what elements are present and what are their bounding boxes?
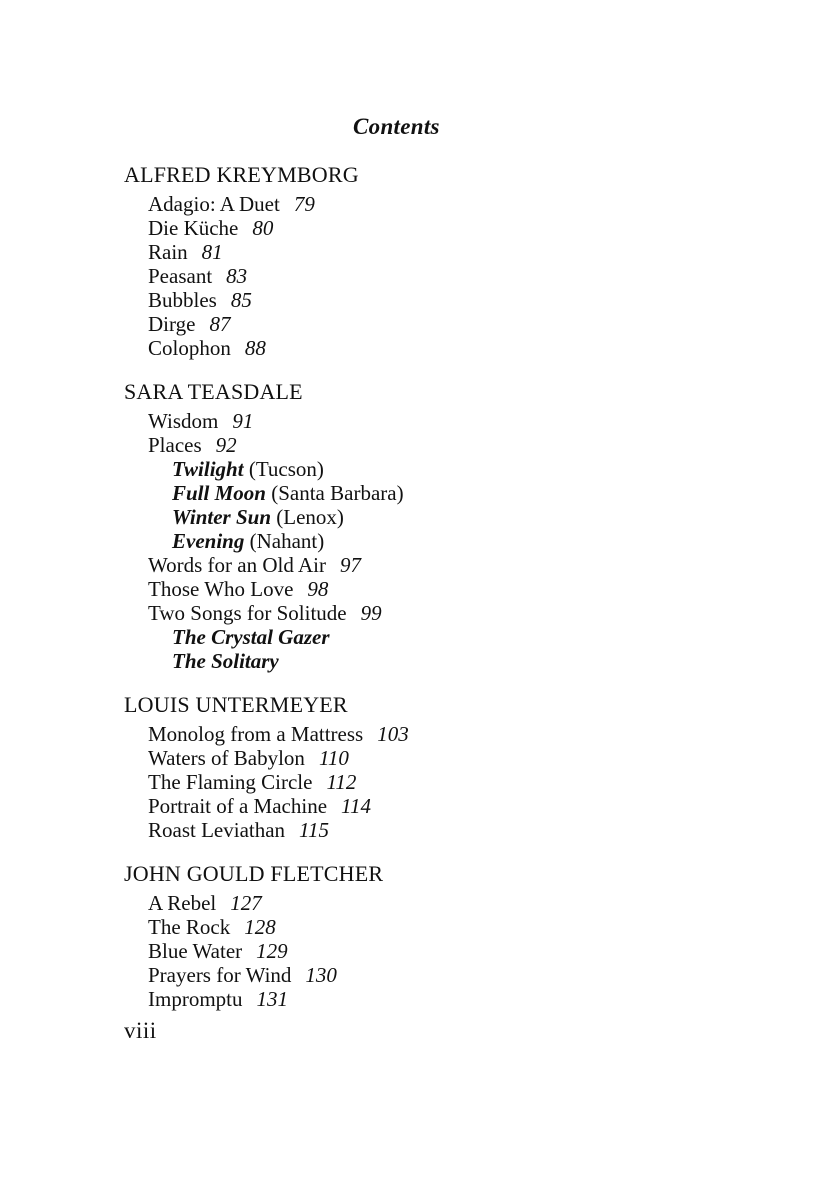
toc-entry	[148, 240, 724, 264]
toc-entry	[148, 915, 724, 939]
entry-title: Impromptu	[148, 987, 243, 1011]
toc-entry	[148, 987, 724, 1011]
toc-section	[124, 690, 724, 842]
entry-title: Roast Leviathan	[148, 818, 286, 842]
toc-entry	[148, 601, 724, 625]
entry-title: Adagio: A Duet	[148, 192, 280, 216]
toc-subentry	[148, 649, 724, 673]
subentry-title: Winter Sun	[172, 505, 272, 529]
toc-subentry	[148, 481, 724, 505]
toc-entry	[148, 433, 724, 457]
subentry-place: (Nahant)	[249, 529, 325, 553]
toc-entry	[148, 553, 724, 577]
subentry-place: (Lenox)	[276, 505, 344, 529]
author-heading: LOUIS UNTERMEYER	[124, 692, 348, 717]
entry-list	[124, 722, 724, 842]
entry-title: Wisdom	[148, 409, 219, 433]
entry-title: Monolog from a Mattress	[148, 722, 364, 746]
subentry-place: (Santa Barbara)	[271, 481, 404, 505]
toc-subentry	[148, 529, 724, 553]
entry-title: Waters of Babylon	[148, 746, 305, 770]
entry-title: Peasant	[148, 264, 213, 288]
entry-page-number: 115	[299, 818, 329, 842]
entry-title: A Rebel	[148, 891, 217, 915]
entry-page-number: 85	[230, 288, 252, 312]
subentry-title: Full Moon	[172, 481, 266, 505]
author-heading: ALFRED KREYMBORG	[124, 162, 359, 187]
toc-entry	[148, 818, 724, 842]
entry-page-number: 97	[339, 553, 361, 577]
entry-list	[124, 409, 724, 673]
entry-page-number: 131	[256, 987, 288, 1011]
entry-title: The Flaming Circle	[148, 770, 313, 794]
entry-title: Places	[148, 433, 202, 457]
entry-page-number: 98	[307, 577, 329, 601]
toc-entry	[148, 794, 724, 818]
entry-page-number: 92	[215, 433, 237, 457]
entry-page-number: 127	[230, 891, 262, 915]
toc-entry	[148, 312, 724, 336]
toc-entry	[148, 963, 724, 987]
toc-entry	[148, 891, 724, 915]
entry-page-number: 91	[232, 409, 254, 433]
toc-entry	[148, 216, 724, 240]
toc-subentry	[148, 625, 724, 649]
toc-entry	[148, 746, 724, 770]
entry-page-number: 103	[377, 722, 409, 746]
toc-entry	[148, 409, 724, 433]
entry-list	[124, 192, 724, 360]
entry-page-number: 130	[305, 963, 337, 987]
entry-title: Portrait of a Machine	[148, 794, 328, 818]
toc-entry	[148, 288, 724, 312]
entry-page-number: 114	[341, 794, 371, 818]
entry-page-number: 110	[318, 746, 349, 770]
subentry-title: The Crystal Gazer	[172, 625, 330, 649]
entry-title: Die Küche	[148, 216, 239, 240]
toc-section	[124, 160, 724, 360]
toc-entry	[148, 577, 724, 601]
entry-title: Two Songs for Solitude	[148, 601, 347, 625]
toc-entry	[148, 336, 724, 360]
toc-entry	[148, 722, 724, 746]
toc-subentry	[148, 457, 724, 481]
entry-page-number: 99	[360, 601, 382, 625]
subentry-title: Twilight	[172, 457, 244, 481]
entry-title: Rain	[148, 240, 188, 264]
toc-section	[124, 377, 724, 673]
entry-page-number: 112	[326, 770, 357, 794]
author-heading: JOHN GOULD FLETCHER	[124, 861, 384, 886]
toc-entry	[148, 192, 724, 216]
page-folio: viii	[124, 1018, 157, 1043]
entry-title: Those Who Love	[148, 577, 294, 601]
toc-subentry	[148, 505, 724, 529]
toc-entry	[148, 770, 724, 794]
toc-section	[124, 859, 724, 1011]
toc-entry	[148, 939, 724, 963]
author-heading: SARA TEASDALE	[124, 379, 303, 404]
subentry-place: (Tucson)	[248, 457, 324, 481]
entry-title: Dirge	[148, 312, 196, 336]
entry-title: Prayers for Wind	[148, 963, 292, 987]
entry-title: Blue Water	[148, 939, 243, 963]
entry-list	[124, 891, 724, 1011]
entry-title: Bubbles	[148, 288, 217, 312]
entry-page-number: 128	[244, 915, 276, 939]
toc-entry	[148, 264, 724, 288]
entry-page-number: 79	[293, 192, 315, 216]
entry-page-number: 83	[226, 264, 248, 288]
entry-page-number: 80	[252, 216, 274, 240]
entry-title: Colophon	[148, 336, 231, 360]
subentry-title: The Solitary	[172, 649, 279, 673]
subentry-title: Evening	[172, 529, 245, 553]
table-of-contents	[124, 160, 724, 1028]
entry-title: Words for an Old Air	[148, 553, 326, 577]
entry-title: The Rock	[148, 915, 231, 939]
entry-page-number: 88	[244, 336, 266, 360]
entry-page-number: 81	[201, 240, 223, 264]
running-head: Contents	[353, 114, 440, 139]
entry-page-number: 129	[256, 939, 288, 963]
entry-page-number: 87	[209, 312, 231, 336]
